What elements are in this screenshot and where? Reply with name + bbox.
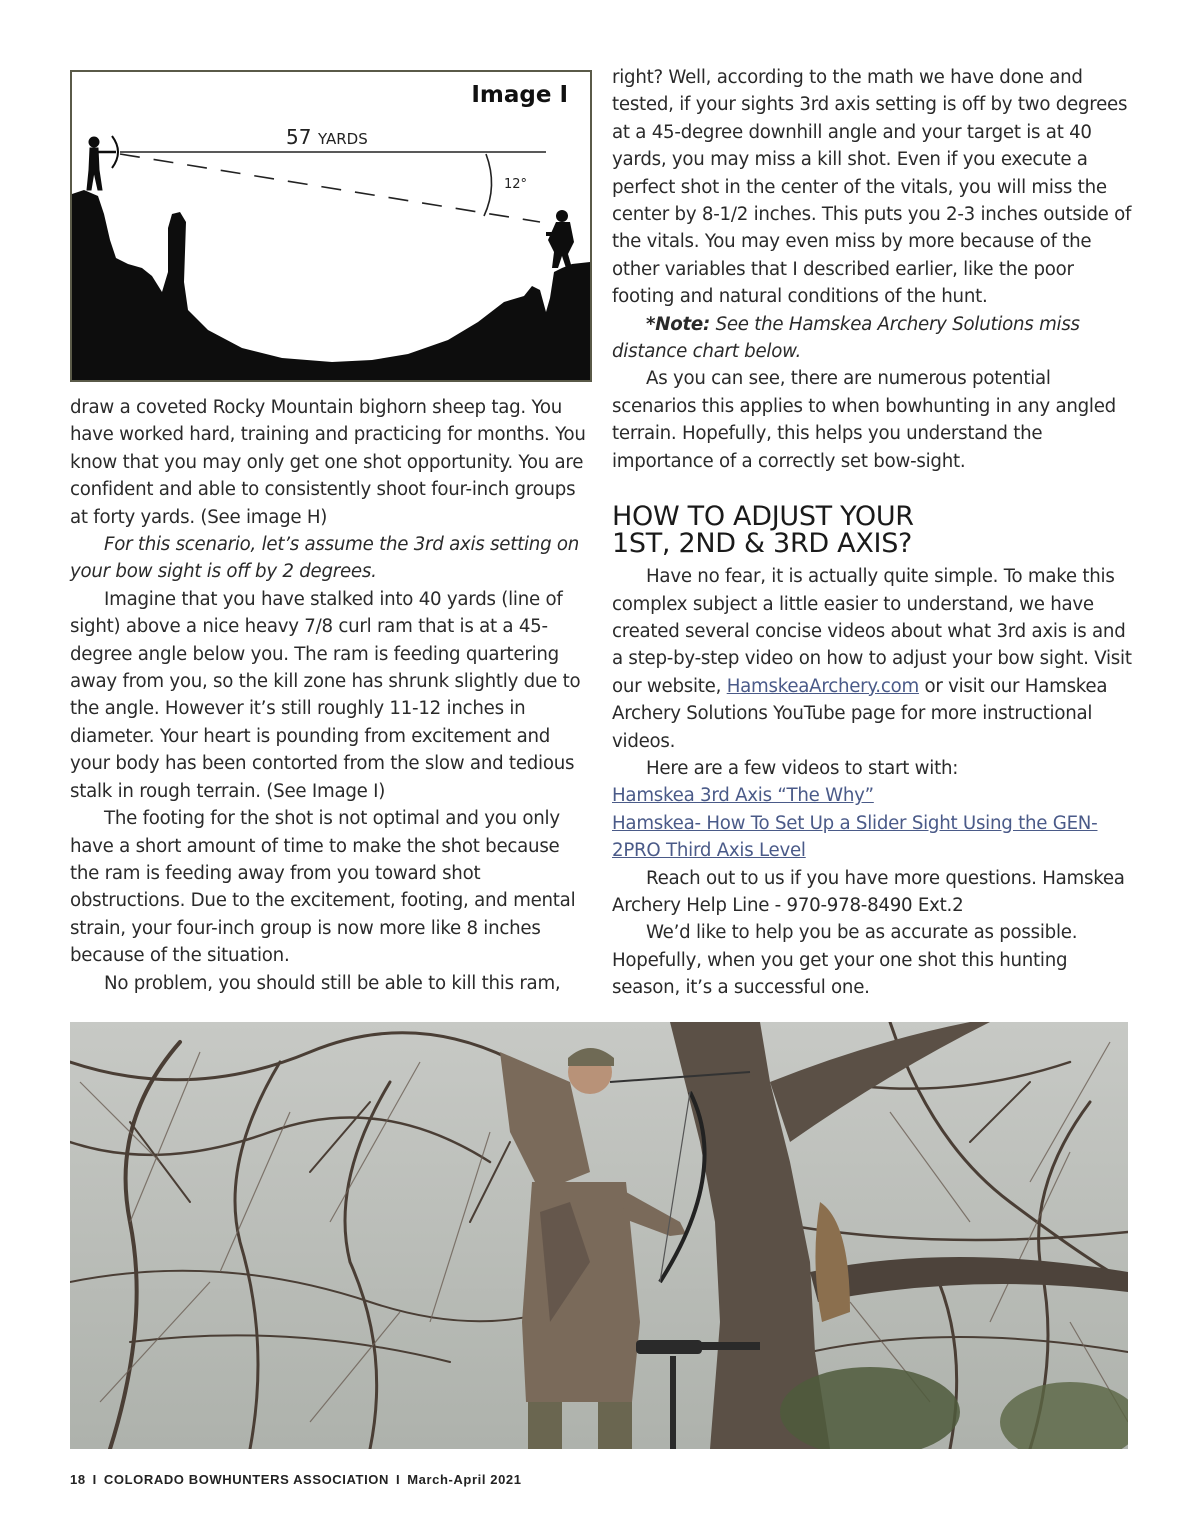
heading-line-1: HOW TO ADJUST YOUR bbox=[612, 501, 914, 533]
right-paragraph-5: Reach out to us if you have more questions. Hamskea Archery Help Line - 970-978-8490 Ext.2 bbox=[612, 867, 1125, 916]
note-text: See the Hamskea Archery Solutions miss distance chart below. bbox=[612, 313, 1080, 363]
right-paragraph-4: Here are a few videos to start with: bbox=[646, 757, 959, 779]
right-paragraph-2: As you can see, there are numerous potential scenarios this applies to when bowhunting in any angled terrain. Hopefully, this helps you understand the importance of a correctly set bow-sight. bbox=[612, 368, 1116, 472]
right-paragraph-3 bbox=[612, 563, 1132, 755]
video-link-the-why[interactable]: Hamskea 3rd Axis “The Why” bbox=[612, 785, 874, 807]
video-link-paragraph-2 bbox=[612, 810, 1132, 865]
video-link-slider-sight[interactable]: Hamskea- How To Set Up a Slider Sight Using the GEN-2PRO Third Axis Level bbox=[612, 812, 1098, 862]
note-paragraph bbox=[612, 311, 1132, 366]
left-paragraph-4: The footing for the shot is not optimal and you only have a short amount of time to make the shot because the ram is feeding away from you toward shot obstructions. Due to the excitement, footing, and mental strain, your four-inch group is now more like 8 inches because of the situation. bbox=[70, 808, 576, 967]
p3-before: Have no fear, it is actually quite simple. To make this complex subject a little easier to understand, we have created several concise videos about what 3rd axis is and a step-by-step video on how to adjust your bow sight. Visit our website, bbox=[612, 566, 1132, 697]
distance-number: 57 bbox=[286, 125, 312, 149]
distance-unit: YARDS bbox=[318, 130, 368, 148]
issue-date: March-April 2021 bbox=[407, 1472, 522, 1487]
hunter-in-tree-illustration bbox=[70, 1022, 1128, 1449]
tree-stand-photo bbox=[70, 1022, 1128, 1449]
p3-after: or visit our Hamskea Archery Solutions YouTube page for more instructional videos. bbox=[612, 675, 1108, 752]
left-paragraph-5: No problem, you should still be able to kill this ram, bbox=[104, 972, 561, 994]
right-paragraph-6: We’d like to help you be as accurate as possible. Hopefully, when you get your one shot this hunting season, it’s a successful one. bbox=[612, 922, 1078, 999]
footer-separator-2: I bbox=[395, 1472, 401, 1487]
section-heading bbox=[612, 501, 1132, 560]
archer-angle-illustration bbox=[72, 72, 590, 380]
left-paragraph-1: draw a coveted Rocky Mountain bighorn sheep tag. You have worked hard, training and practicing for months. You know that you may only get one shot opportunity. You are confident and able to consistently shoot four-inch groups at forty yards. (See image H) bbox=[70, 397, 586, 528]
left-paragraph-3: Imagine that you have stalked into 40 yards (line of sight) above a nice heavy 7/8 curl ram that is at a 45-degree angle below you. The ram is feeding quartering away from you, so the kill zone has shrunk slightly due to the angle. However it’s still roughly 11-12 inches in diameter. Your heart is pounding from excitement and your body has been contorted from the slow and tedious stalk in rough terrain. (See Image I) bbox=[70, 588, 581, 802]
page-footer bbox=[70, 1472, 522, 1487]
image-i-diagram bbox=[70, 70, 592, 382]
left-column bbox=[70, 394, 590, 997]
heading-line-2: 1ST, 2ND & 3RD AXIS? bbox=[612, 528, 913, 560]
website-link[interactable]: HamskeaArchery.com bbox=[726, 675, 919, 697]
page-number: 18 bbox=[70, 1472, 86, 1487]
figure-label: Image I bbox=[471, 82, 568, 108]
video-link-paragraph-1 bbox=[612, 782, 1132, 809]
note-label: *Note: bbox=[646, 313, 711, 335]
right-column bbox=[612, 64, 1132, 1002]
publication-name: COLORADO BOWHUNTERS ASSOCIATION bbox=[103, 1472, 389, 1487]
footer-separator-1: I bbox=[92, 1472, 97, 1487]
right-paragraph-1: right? Well, according to the math we have done and tested, if your sights 3rd axis setting is off by two degrees at a 45-degree downhill angle and your target is at 40 yards, you may miss a kill shot. Even if you execute a perfect shot in the center of the vitals, you will miss the center by 8-1/2 inches. This puts you 2-3 inches outside of the vitals. You may even miss by more because of the other variables that I described earlier, like the poor footing and natural conditions of the hunt. bbox=[612, 67, 1132, 308]
angle-label: 12° bbox=[504, 177, 528, 192]
left-paragraph-scenario: For this scenario, let’s assume the 3rd axis setting on your bow sight is off by 2 degrees. bbox=[70, 534, 580, 583]
